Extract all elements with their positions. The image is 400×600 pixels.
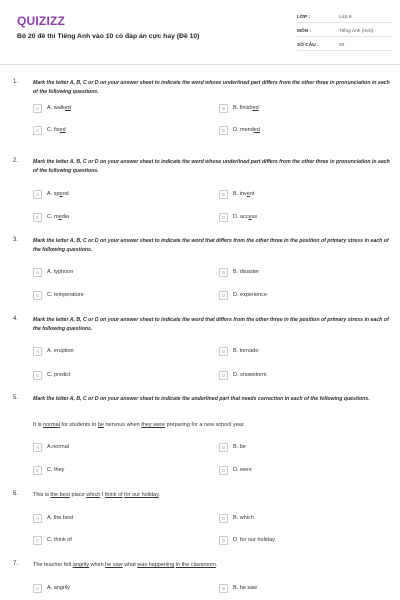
worksheet-header — [0, 0, 400, 65]
question-instruction: Mark the letter A, B, C or D on your answer sheet to indicate the underlined part that needs correction in each of the following questions. — [33, 396, 370, 402]
option-text: D. access — [233, 214, 258, 220]
answer-option-b[interactable] — [219, 267, 259, 277]
underlined-part: he saw — [105, 562, 123, 568]
option-text: C. predict — [47, 372, 71, 378]
answer-option-b[interactable] — [219, 583, 257, 593]
question-instruction: Mark the letter A, B, C or D on your answer sheet to indicate the word whose underlined part differs from the other three in pronunciation in each of the following questions. — [33, 159, 390, 174]
stem-text: place — [70, 492, 87, 498]
answer-option-a[interactable] — [33, 103, 71, 113]
question-stem — [33, 421, 393, 429]
option-text: A. eruption — [47, 348, 74, 354]
stem-text: . — [215, 562, 218, 568]
option-letter-box[interactable]: A — [33, 268, 42, 277]
option-text: B. invent — [233, 191, 255, 197]
answer-option-a[interactable] — [33, 583, 70, 593]
stem-text: It is — [33, 422, 44, 428]
answer-option-d[interactable] — [219, 465, 252, 475]
answer-option-b[interactable] — [219, 442, 246, 452]
option-letter-box[interactable]: C — [33, 213, 42, 222]
option-letter-box[interactable]: D — [219, 371, 228, 380]
stem-text: I — [100, 492, 105, 498]
quizizz-logo: QUIZIZZ — [17, 14, 66, 28]
underlined-part: normal — [43, 422, 60, 428]
underlined-part: e — [248, 214, 252, 220]
meta-key: SỐ CÂU : — [297, 42, 319, 48]
underlined-part: think of — [104, 492, 123, 498]
option-letter-box[interactable]: B — [219, 347, 228, 356]
option-text: D. for our holiday — [233, 537, 275, 543]
option-text: D. mended — [233, 127, 260, 133]
option-letter-box[interactable]: B — [219, 443, 228, 452]
option-letter-box[interactable]: C — [33, 536, 42, 545]
question-stem — [33, 491, 393, 499]
option-letter-box[interactable]: D — [219, 213, 228, 222]
option-text: A. typhoon — [47, 269, 74, 275]
option-text: B. tornado — [233, 348, 259, 354]
option-letter-box[interactable]: B — [219, 190, 228, 199]
underlined-part: ed — [59, 127, 66, 133]
answer-option-c[interactable] — [33, 212, 69, 222]
option-letter-box[interactable]: A — [33, 584, 42, 593]
stem-text: when — [88, 562, 106, 568]
option-letter-box[interactable]: C — [33, 126, 42, 135]
option-letter-box[interactable]: B — [219, 584, 228, 593]
stem-text: This is — [33, 492, 51, 498]
answer-option-d[interactable] — [219, 125, 260, 135]
stem-text: for students to — [59, 422, 98, 428]
meta-row-question-count — [297, 40, 392, 51]
option-text: C. fixed — [47, 127, 66, 133]
answer-option-c[interactable] — [33, 125, 66, 135]
underlined-part: angrily — [72, 562, 89, 568]
worksheet-title: Bộ 20 đề thi Tiếng Anh vào 10 có đáp án cực hay (Đề 10) — [17, 33, 200, 40]
option-text: B. disaster — [233, 269, 259, 275]
answer-option-a[interactable] — [33, 513, 73, 523]
question-number: 2. — [13, 158, 19, 164]
option-text: A. spend — [47, 191, 69, 197]
answer-option-d[interactable] — [219, 535, 275, 545]
meta-value: Tiếng Anh (mới) — [339, 28, 374, 34]
worksheet-meta — [297, 12, 392, 54]
underlined-part: in the classroom — [175, 562, 216, 568]
question-number: 3. — [13, 237, 19, 243]
underlined-part: they were — [141, 422, 166, 428]
meta-key: LỚP : — [297, 14, 311, 20]
stem-text: . — [158, 492, 161, 498]
meta-value: Lớp 9 — [339, 14, 352, 20]
question-stem — [33, 561, 393, 569]
option-text: B. be — [233, 444, 246, 450]
option-text: D. snowstorm — [233, 372, 267, 378]
stem-text: preparing for a new school year. — [165, 422, 245, 428]
underlined-part: was happening — [137, 562, 175, 568]
underlined-part: the best — [50, 492, 70, 498]
underlined-part: e — [246, 191, 250, 197]
answer-option-c[interactable] — [33, 290, 84, 300]
option-letter-box[interactable]: D — [219, 291, 228, 300]
option-text: B. which — [233, 515, 254, 521]
question-instruction: Mark the letter A, B, C or D on your answer sheet to indicate the word that differs from the other three in the position of primary stress in each of the following questions. — [33, 238, 389, 253]
option-text: C. temperature — [47, 292, 84, 298]
answer-option-b[interactable] — [219, 103, 259, 113]
answer-option-a[interactable] — [33, 267, 73, 277]
option-letter-box[interactable]: B — [219, 268, 228, 277]
question-number: 1. — [13, 79, 19, 85]
stem-text: what — [122, 562, 138, 568]
option-letter-box[interactable]: B — [219, 514, 228, 523]
option-text: B. finished — [233, 105, 259, 111]
option-text: B. he saw — [233, 585, 258, 591]
question-number: 4. — [13, 316, 19, 322]
option-letter-box[interactable]: A — [33, 190, 42, 199]
answer-option-b[interactable] — [219, 189, 254, 199]
option-text: A.normal — [47, 444, 70, 450]
option-letter-box[interactable]: D — [219, 126, 228, 135]
option-letter-box[interactable]: D — [219, 466, 228, 475]
underlined-part: ed — [64, 105, 71, 111]
meta-row-class — [297, 12, 392, 23]
option-letter-box[interactable]: C — [33, 371, 42, 380]
option-text: A. angrily — [47, 585, 70, 591]
option-text: C. think of — [47, 537, 72, 543]
answer-option-d[interactable] — [219, 290, 267, 300]
answer-option-a[interactable] — [33, 189, 69, 199]
option-text: D. were — [233, 467, 252, 473]
underlined-part: ed — [252, 105, 259, 111]
option-letter-box[interactable]: A — [33, 514, 42, 523]
option-letter-box[interactable]: C — [33, 291, 42, 300]
underlined-part: which — [86, 492, 101, 498]
question-number: 6. — [13, 491, 19, 497]
option-text: A. the best — [47, 515, 74, 521]
question-number: 5. — [13, 395, 19, 401]
answer-option-b[interactable] — [219, 346, 258, 356]
meta-key: MÔN : — [297, 28, 312, 34]
underlined-part: ed — [253, 127, 260, 133]
answer-option-b[interactable] — [219, 513, 254, 523]
underlined-part: e — [58, 214, 62, 220]
option-letter-box[interactable]: B — [219, 104, 228, 113]
answer-option-a[interactable] — [33, 346, 74, 356]
question-instruction: Mark the letter A, B, C or D on your answer sheet to indicate the word whose underlined part differs from the other three in pronunciation in each of the following questions. — [33, 80, 390, 95]
answer-option-c[interactable] — [33, 465, 64, 475]
option-letter-box[interactable]: A — [33, 443, 42, 452]
underlined-part: for our holiday — [124, 492, 159, 498]
meta-value: 40 — [339, 42, 345, 48]
underlined-part: be — [97, 422, 104, 428]
option-text: C. media — [47, 214, 70, 220]
answer-option-a[interactable] — [33, 442, 69, 452]
question-number: 7. — [13, 561, 19, 567]
question-instruction: Mark the letter A, B, C or D on your answer sheet to indicate the word that differs from the other three in the position of primary stress in each of the following questions. — [33, 317, 389, 332]
meta-row-subject — [297, 26, 392, 37]
option-letter-box[interactable]: A — [33, 104, 42, 113]
option-letter-box[interactable]: A — [33, 347, 42, 356]
stem-text: nervous when — [103, 422, 142, 428]
option-text: A. walked — [47, 105, 71, 111]
answer-option-d[interactable] — [219, 370, 267, 380]
underlined-part: e — [59, 191, 63, 197]
stem-text: The teacher felt — [33, 562, 73, 568]
answer-option-d[interactable] — [219, 212, 257, 222]
answer-option-c[interactable] — [33, 535, 72, 545]
option-letter-box[interactable]: D — [219, 536, 228, 545]
option-text: D. experience — [233, 292, 267, 298]
option-letter-box[interactable]: C — [33, 466, 42, 475]
option-text: C. they — [47, 467, 65, 473]
answer-option-c[interactable] — [33, 370, 71, 380]
